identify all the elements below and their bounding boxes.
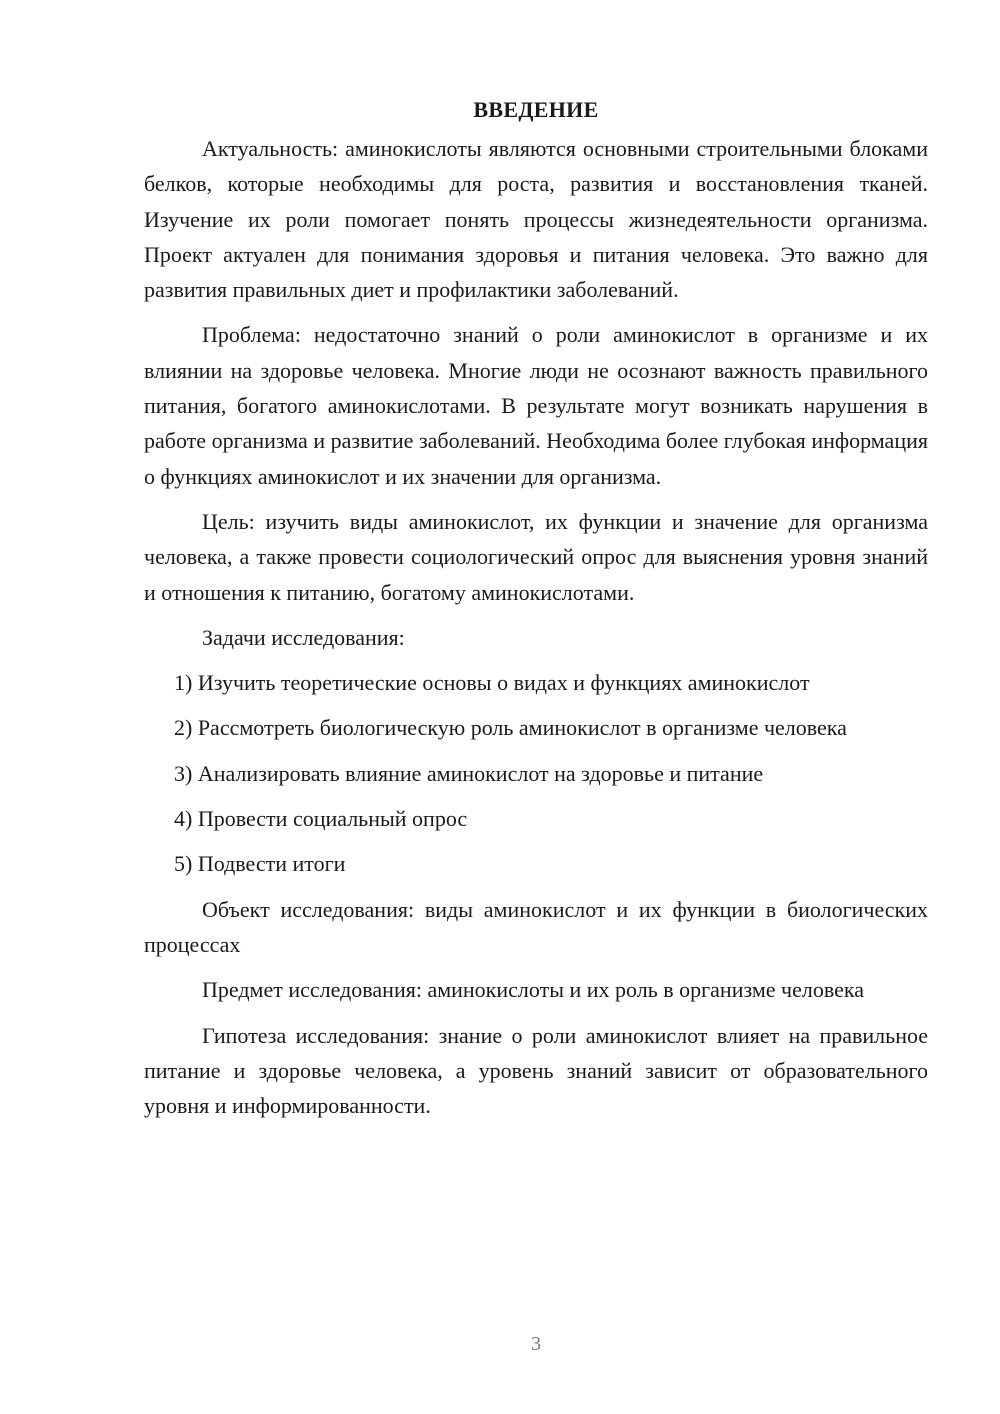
document-title: ВВЕДЕНИЕ bbox=[473, 97, 599, 122]
document-page bbox=[144, 94, 928, 1133]
paragraph-goal: Цель: изучить виды аминокислот, их функции и значение для организма человека, а также провести социологический опрос для выяснения уровня знаний и отношения к питанию, богатому аминокислотами. bbox=[144, 508, 928, 605]
task-item-4: 4) Провести социальный опрос bbox=[174, 806, 468, 832]
paragraph-relevance: Актуальность: аминокислоты являются основными строительными блоками белков, которые необходимы для роста, развития и восстановления тканей. Изучение их роли помогает понять процессы жизнедеятельности организма. Проект актуален для понимания здоровья и питания человека. Это важно для развития правильных диет и профилактики заболеваний. bbox=[144, 136, 928, 303]
paragraph-hypothesis: Гипотеза исследования: знание о роли аминокислот влияет на правильное питание и здоровье человека, а уровень знаний зависит от образовательного уровня и информированности. bbox=[144, 1022, 928, 1119]
page-number: 3 bbox=[531, 1333, 541, 1355]
paragraph-object: Объект исследования: виды аминокислот и их функции в биологических процессах bbox=[144, 896, 928, 957]
paragraph-subject: Предмет исследования: аминокислоты и их роль в организме человека bbox=[202, 977, 864, 1003]
paragraph-tasks-heading: Задачи исследования: bbox=[202, 624, 405, 650]
task-item-2: 2) Рассмотреть биологическую роль аминокислот в организме человека bbox=[174, 715, 847, 741]
paragraph-problem: Проблема: недостаточно знаний о роли аминокислот в организме и их влиянии на здоровье человека. Многие люди не осознают важность правильного питания, богатого аминокислотами. В результате могут возникать нарушения в работе организма и развитие заболеваний. Необходима более глубокая информация о функциях аминокислот и их значении для организма. bbox=[144, 322, 928, 489]
task-item-1: 1) Изучить теоретические основы о видах и функциях аминокислот bbox=[174, 670, 810, 696]
task-item-5: 5) Подвести итоги bbox=[174, 851, 346, 877]
task-item-3: 3) Анализировать влияние аминокислот на здоровье и питание bbox=[174, 760, 764, 786]
